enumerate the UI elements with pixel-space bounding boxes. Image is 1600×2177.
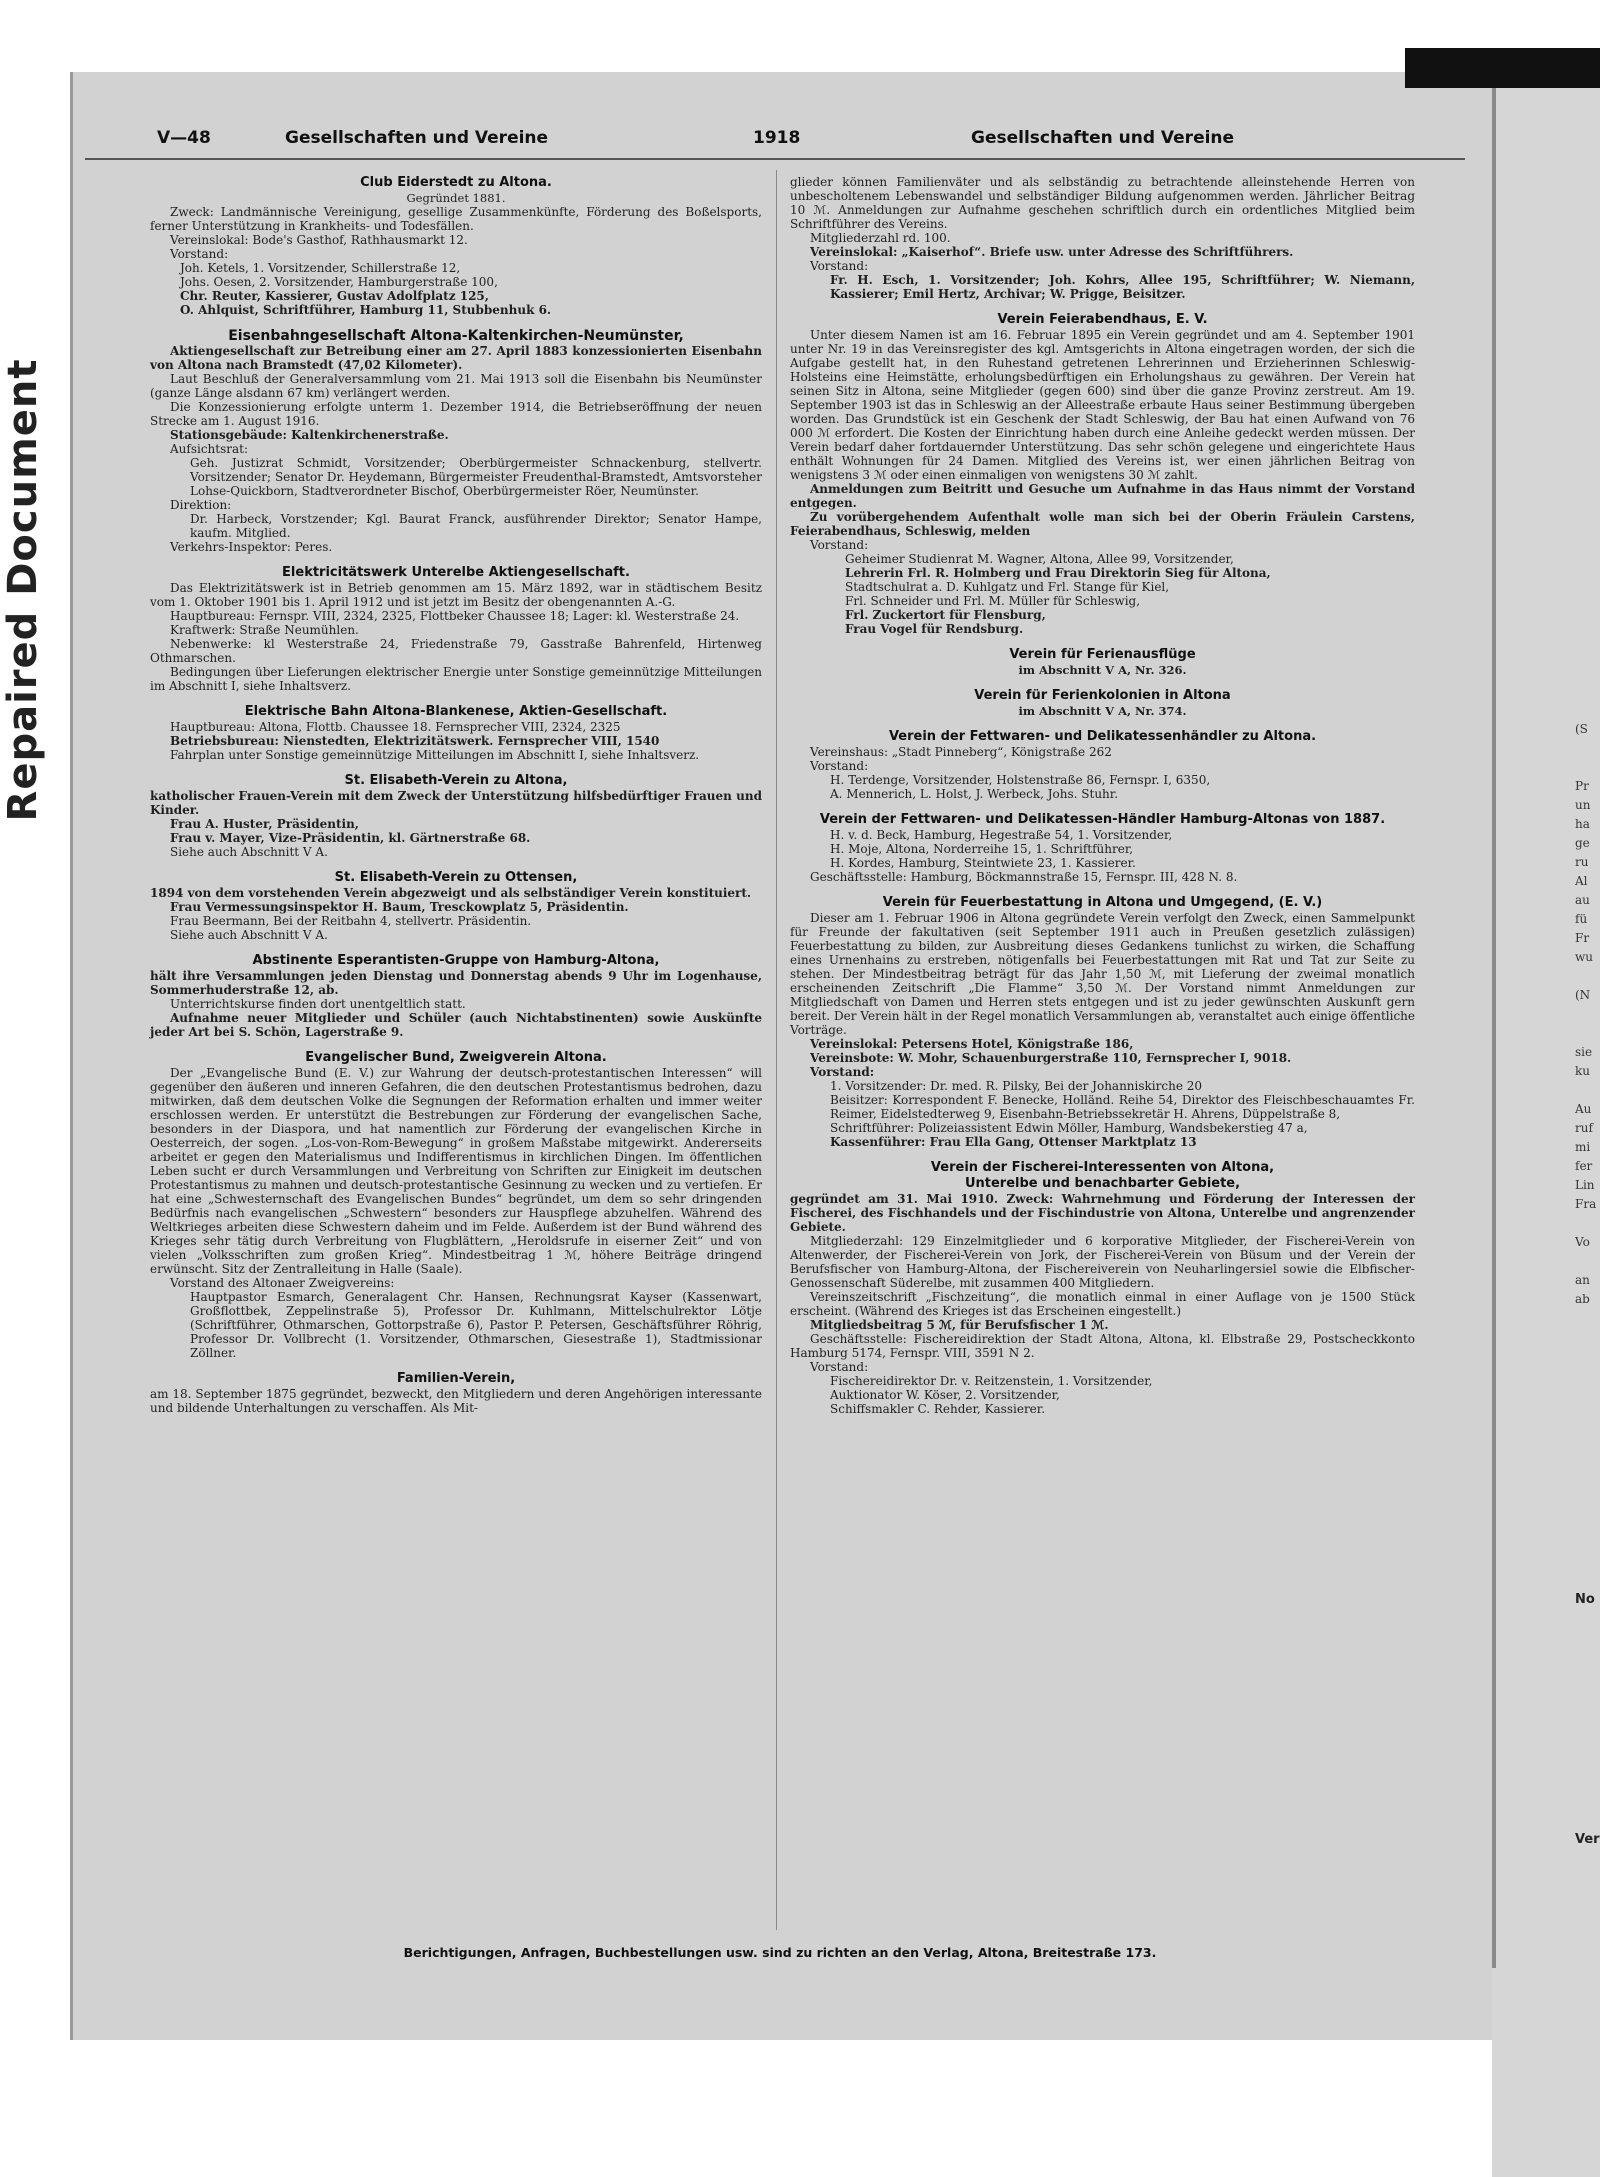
section-title-right: Gesellschaften und Vereine (971, 128, 1235, 148)
entry-title: Verein der Fischerei-Interessenten von Altona, (930, 1160, 1275, 1175)
board-member: Frl. Schneider und Frl. M. Müller für Schleswig, (845, 594, 1141, 608)
paragraph: Vorstand: (170, 247, 229, 261)
paragraph: Hauptbureau: Fernspr. VIII, 2324, 2325, Flottbeker Chaussee 18; Lager: kl. Westerstraße 24. (170, 609, 740, 623)
paragraph: Zweck: Landmännische Vereinigung, gesellige Zusammenkünfte, Förderung des Boßelsports, ferner Unterstützung in Krankheits- und Todesfällen. (150, 205, 762, 233)
board-member: Kassenführer: Frau Ella Gang, Ottenser Marktplatz 13 (830, 1135, 1197, 1149)
board-member: Fr. H. Esch, 1. Vorsitzender; Joh. Kohrs, Allee 195, Schriftführer; W. Niemann, Kassierer; Emil Hertz, Archivar; W. Prigge, Beisitzer. (830, 273, 1415, 301)
paragraph: Vorstand: (810, 259, 869, 273)
paragraph: Vereinshaus: „Stadt Pinneberg“, Königstraße 262 (810, 745, 1112, 759)
paragraph: Bedingungen über Lieferungen elektrischer Energie unter Sonstige gemeinnützige Mitteilungen im Abschnitt I, siehe Inhaltsverz. (150, 665, 762, 693)
paragraph: Aufsichtsrat: (170, 442, 249, 456)
paragraph: Siehe auch Abschnitt V A. (170, 928, 328, 942)
board-member: Stadtschulrat a. D. Kuhlgatz und Frl. Stange für Kiel, (845, 580, 1170, 594)
board-member: Frau Vermessungsinspektor H. Baum, Tresckowplatz 5, Präsidentin. (170, 900, 629, 914)
paragraph: Vereinszeitschrift „Fischzeitung“, die monatlich einmal in einer Auflage von je 1500 Stück erscheint. (Während des Krieges ist das Erscheinen eingestellt.) (790, 1290, 1415, 1318)
cross-reference: im Abschnitt V A, Nr. 374. (1018, 704, 1187, 718)
page-fold-edge (1492, 88, 1496, 1968)
paragraph: Das Elektrizitätswerk ist in Betrieb genommen am 15. März 1892, war in städtischem Besitz vom 1. Oktober 1901 bis 1. April 1912 und ist jetzt im Besitz der obengenannten A.-G. (150, 581, 762, 609)
paragraph: Anmeldungen zum Beitritt und Gesuche um Aufnahme in das Haus nimmt der Vorstand entgegen. (790, 482, 1415, 510)
entry-title: Verein für Feuerbestattung in Altona und Umgegend, (E. V.) (882, 895, 1323, 910)
board-member: Lehrerin Frl. R. Holmberg und Frau Direktorin Sieg für Altona, (845, 566, 1271, 580)
board-member: Frau Beermann, Bei der Reitbahn 4, stellvertr. Präsidentin. (170, 914, 532, 928)
adjacent-page-note: Ver (1575, 1832, 1600, 1847)
column-divider (776, 170, 777, 1930)
paragraph: katholischer Frauen-Verein mit dem Zweck der Unterstützung hilfsbedürftiger Frauen und Kinder. (150, 789, 762, 817)
entry-title: Unterelbe und benachbarter Gebiete, (964, 1176, 1241, 1191)
paragraph: Vereinslokal: Bode's Gasthof, Rathhausmarkt 12. (170, 233, 468, 247)
entry-title: Elektricitätswerk Unterelbe Aktiengesellschaft. (282, 565, 630, 580)
entry-title: Verein der Fettwaren- und Delikatessen-Händler Hamburg-Altonas von 1887. (819, 812, 1386, 827)
paragraph: glieder können Familienväter und als selbständig zu betrachtende alleinstehende Herren von unbescholtenem Lebenswandel und selbständiger Bildung aufgenommen werden. Jährlicher Beitrag 10 ℳ. Anmeldungen zur Aufnahme geschehen schriftlich durch ein ordentliches Mitglied beim Schriftführer des Vereins. (790, 175, 1415, 231)
left-column (150, 175, 762, 1415)
paragraph: Die Konzessionierung erfolgte unterm 1. Dezember 1914, die Betriebseröffnung der neuen Strecke am 1. August 1916. (150, 400, 762, 428)
entry-title: Abstinente Esperantisten-Gruppe von Hamburg-Altona, (252, 953, 660, 968)
board-member: Johs. Oesen, 2. Vorsitzender, Hamburgerstraße 100, (180, 275, 498, 289)
board-member: H. Kordes, Hamburg, Steintwiete 23, 1. Kassierer. (830, 856, 1136, 870)
paragraph: Vereinslokal: Petersens Hotel, Königstraße 186, (810, 1037, 1134, 1051)
founded-line: Gegründet 1881. (406, 191, 506, 205)
paragraph: Stationsgebäude: Kaltenkirchenerstraße. (170, 428, 449, 442)
paragraph: Hauptbureau: Altona, Flottb. Chaussee 18. Fernsprecher VIII, 2324, 2325 (170, 720, 621, 734)
board-member: O. Ahlquist, Schriftführer, Hamburg 11, Stubbenhuk 6. (180, 303, 552, 317)
entry-title: Familien-Verein, (396, 1371, 516, 1386)
paragraph: Vorstand: (810, 1360, 869, 1374)
paragraph: Aktiengesellschaft zur Betreibung einer am 27. April 1883 konzessionierten Eisenbahn von Altona nach Bramstedt (47,02 Kilometer). (150, 344, 762, 372)
paragraph: Nebenwerke: kl Westerstraße 24, Friedenstraße 79, Gasstraße Bahrenfeld, Hirtenweg Othmarschen. (150, 637, 762, 665)
paragraph: Zu vorübergehendem Aufenthalt wolle man sich bei der Oberin Fräulein Carstens, Feierabendhaus, Schleswig, melden (790, 510, 1415, 538)
board-member: Schriftführer: Polizeiassistent Edwin Möller, Hamburg, Wandsbekerstieg 47 a, (830, 1121, 1308, 1135)
repaired-document-stamp: Repaired Document (0, 358, 46, 822)
board-member: Auktionator W. Köser, 2. Vorsitzender, (830, 1388, 1060, 1402)
entry-title: Verein für Ferienkolonien in Altona (974, 688, 1231, 703)
board-member: A. Mennerich, L. Holst, J. Werbeck, Johs. Stuhr. (830, 787, 1119, 801)
entry-title: Eisenbahngesellschaft Altona-Kaltenkirchen-Neumünster, (228, 328, 684, 344)
paragraph: gegründet am 31. Mai 1910. Zweck: Wahrnehmung und Förderung der Interessen der Fischerei, des Fischhandels und der Fischindustrie von Altona, Unterelbe und angrenzender Gebiete. (790, 1192, 1415, 1234)
scan-edge-shadow (1405, 48, 1600, 88)
paragraph: Mitgliederzahl: 129 Einzelmitglieder und 6 korporative Mitglieder, der Fischerei-Verein von Altenwerder, der Fischerei-Verein von Jork, der Fischerei-Verein von Büsum und der Verein der Berufsfischer von Hamburg-Altona, der Fischereiverein von Neuharlingersiel sowie die Elbfischer-Genossenschaft Süderelbe, mit zusammen 400 Mitgliedern. (790, 1234, 1415, 1290)
paragraph: Dieser am 1. Februar 1906 in Altona gegründete Verein verfolgt den Zweck, einen Sammelpunkt für Freunde der fakultativen (seit September 1911 auch in Preußen gesetzlich zulässigen) Feuerbestattung zu bilden, zur Ausbreitung dieses Gedankens tunlichst zu wirken, die Schaffung eines Urnenhains zu erstreben, nötigenfalls bei Feuerbestattungen mit Rat und Tat zur Seite zu stehen. Der Mindestbeitrag beträgt für das Jahr 1,50 ℳ, mit Lieferung der zweimal monatlich erscheinenden Zeitschrift „Die Flamme“ 3,50 ℳ. Der Vorstand nimmt Anmeldungen zur Mitgliedschaft von Damen und Herren stets entgegen und ist zu jeder gewünschten Auskunft gern bereit. Der Verein hält in der Regel monatlich Versammlungen ab, veranstaltet auch einige öffentliche Vorträge. (790, 911, 1415, 1037)
board-member: Chr. Reuter, Kassierer, Gustav Adolfplatz 125, (180, 289, 489, 303)
paragraph: Unterrichtskurse finden dort unentgeltlich statt. (170, 997, 466, 1011)
paragraph: Laut Beschluß der Generalversammlung vom 21. Mai 1913 soll die Eisenbahn bis Neumünster (ganze Länge alsdann 67 km) verlängert werden. (150, 372, 762, 400)
board-member: Beisitzer: Korrespondent F. Benecke, Holländ. Reihe 54, Direktor des Fleischbeschauamtes Fr. Reimer, Eidelstedterweg 9, Eisenbahn-Betriebssekretär H. Ahrens, Düppelstraße 8, (830, 1093, 1415, 1121)
paragraph: Mitgliederzahl rd. 100. (810, 231, 951, 245)
year: 1918 (753, 128, 801, 148)
board-member: H. Terdenge, Vorsitzender, Holstenstraße 86, Fernspr. I, 6350, (830, 773, 1211, 787)
board-member: Frl. Zuckertort für Flensburg, (845, 608, 1046, 622)
board-member: Dr. Harbeck, Vorstzender; Kgl. Baurat Franck, ausführender Direktor; Senator Hampe, kaufm. Mitglied. (190, 512, 762, 540)
board-member: Geheimer Studienrat M. Wagner, Altona, Allee 99, Vorsitzender, (845, 552, 1234, 566)
cross-reference: im Abschnitt V A, Nr. 326. (1018, 663, 1187, 677)
paragraph: Kraftwerk: Straße Neumühlen. (170, 623, 359, 637)
paragraph: Geschäftsstelle: Fischereidirektion der Stadt Altona, Altona, kl. Elbstraße 29, Postscheckkonto Hamburg 5174, Fernspr. VIII, 3591 N 2. (790, 1332, 1415, 1360)
paragraph: Vorstand: (810, 759, 869, 773)
board-member: H. Moje, Altona, Norderreihe 15, 1. Schriftführer, (830, 842, 1134, 856)
section-title-left: Gesellschaften und Vereine (285, 128, 549, 148)
paragraph: Vereinslokal: „Kaiserhof“. Briefe usw. unter Adresse des Schriftführers. (810, 245, 1294, 259)
publisher-footer: Berichtigungen, Anfragen, Buchbestellungen usw. sind zu richten an den Verlag, Altona, Breitestraße 173. (403, 1945, 1157, 1960)
entry-title: Verein für Ferienausflüge (1009, 647, 1196, 662)
paragraph: Betriebsbureau: Nienstedten, Elektrizitätswerk. Fernsprecher VIII, 1540 (170, 734, 660, 748)
board-member: Fischereidirektor Dr. v. Reitzenstein, 1. Vorsitzender, (830, 1374, 1153, 1388)
running-head (85, 128, 1465, 154)
board-member: Joh. Ketels, 1. Vorsitzender, Schillerstraße 12, (180, 261, 461, 275)
entry-title: Verein der Fettwaren- und Delikatessenhändler zu Altona. (888, 729, 1317, 744)
paragraph: Geschäftsstelle: Hamburg, Böckmannstraße 15, Fernspr. III, 428 N. 8. (810, 870, 1238, 884)
board-member: Frau Vogel für Rendsburg. (845, 622, 1024, 636)
paragraph: 1894 von dem vorstehenden Verein abgezweigt und als selbständiger Verein konstituiert. (150, 886, 752, 900)
paragraph: Der „Evangelische Bund (E. V.) zur Wahrung der deutsch-protestantischen Interessen“ will gegenüber den äußeren und inneren Gefahren, die den deutschen Protestantismus bedrohen, dazu mitwirken, daß dem deutschen Volke die Segnungen der Reformation erhalten und immer weiter erschlossen werden. Er unterstützt die Bestrebungen zur Förderung der evangelischen Sache, besonders in der Diaspora, und hat namentlich zur Förderung der evangelischen Kirche in Oesterreich, der sogen. „Los-von-Rom-Bewegung“ in großem Maßstabe mitgewirkt. Andererseits arbeitet er gegen den Materialismus und Indifferentismus in kirchlichen Dingen. Im öffentlichen Leben sucht er durch Versammlungen und Verbreitung von Schriften zur Einigkeit im deutschen Protestantismus zu mahnen und deutsch-protestantische Gesinnung zu wecken und zu vertiefen. Er hat eine „Schwesternschaft des Evangelischen Bundes“ begründet, um dem so sehr dringenden Bedürfnis nach evangelischen „Schwestern“ besonders zur Hauspflege abzuhelfen. Während des Weltkrieges arbeiten diese Schwestern daheim und im Felde. Außerdem ist der Bund während des Krieges sehr tätig durch Verbreitung von Flugblättern, „Heroldsrufe in eiserner Zeit“ und von vielen „Volksschriften zum großen Krieg“. Mindestbeitrag 1 ℳ, höhere Beiträge dringend erwünscht. Sitz der Zentralleitung in Halle (Saale). (150, 1066, 762, 1276)
paragraph: Direktion: (170, 498, 232, 512)
board-member: Geh. Justizrat Schmidt, Vorsitzender; Oberbürgermeister Schnackenburg, stellvertr. Vorsitzender; Senator Dr. Heydemann, Bürgermeister Freudenthal-Bramstedt, Amtsvorsteher Lohse-Quickborn, Stadtverordneter Bischof, Oberbürgermeister Röer, Neumünster. (190, 456, 762, 498)
right-column (790, 175, 1415, 1416)
board-member: H. v. d. Beck, Hamburg, Hegestraße 54, 1. Vorsitzender, (830, 828, 1173, 842)
entry-title: Club Eiderstedt zu Altona. (360, 175, 552, 190)
board-member: Frau v. Mayer, Vize-Präsidentin, kl. Gärtnerstraße 68. (170, 831, 531, 845)
board-member: Schiffsmakler C. Rehder, Kassierer. (830, 1402, 1046, 1416)
board-member: Frau A. Huster, Präsidentin, (170, 817, 359, 831)
header-rule (85, 158, 1465, 160)
paragraph: Vorstand: (810, 1065, 875, 1079)
paragraph: Mitgliedsbeitrag 5 ℳ, für Berufsfischer 1 ℳ. (810, 1318, 1109, 1332)
entry-title: St. Elisabeth-Verein zu Ottensen, (334, 870, 578, 885)
paragraph: Aufnahme neuer Mitglieder und Schüler (auch Nichtabstinenten) sowie Auskünfte jeder Art bei S. Schön, Lagerstraße 9. (150, 1011, 762, 1039)
board-member: Hauptpastor Esmarch, Generalagent Chr. Hansen, Rechnungsrat Kayser (Kassenwart, Großflottbek, Zeppelinstraße 5), Professor Dr. Kuhlmann, Mittelschulrektor Lötje (Schriftführer, Othmarschen, Gottorpstraße 6), Pastor P. Petersen, Geschäftsführer Röhrig, Professor Dr. Vollbrecht (1. Vorsitzender, Othmarschen, Giesestraße 1), Stadtmissionar Zöllner. (190, 1290, 762, 1360)
paragraph: Fahrplan unter Sonstige gemeinnützige Mitteilungen im Abschnitt I, siehe Inhaltsverz. (170, 748, 700, 762)
paragraph: hält ihre Versammlungen jeden Dienstag und Donnerstag abends 9 Uhr im Logenhause, Sommerhuderstraße 12, ab. (150, 969, 762, 997)
entry-title: St. Elisabeth-Verein zu Altona, (344, 773, 568, 788)
adjacent-page-note: No (1575, 1592, 1595, 1607)
page-number: V—48 (157, 128, 211, 148)
adjacent-page-fragments: (S Pr un ha ge ru Al au fü Fr wu (N sie ku Au ruf mi fer Lin Fra Vo an ab (1575, 722, 1597, 1306)
paragraph: Vorstand des Altonaer Zweigvereins: (170, 1276, 395, 1290)
paragraph: Vorstand: (810, 538, 869, 552)
entry-title: Elektrische Bahn Altona-Blankenese, Aktien-Gesellschaft. (244, 704, 668, 719)
board-member: 1. Vorsitzender: Dr. med. R. Pilsky, Bei der Johanniskirche 20 (830, 1079, 1203, 1093)
entry-title: Evangelischer Bund, Zweigverein Altona. (305, 1050, 607, 1065)
entry-title: Verein Feierabendhaus, E. V. (997, 312, 1208, 327)
paragraph: Unter diesem Namen ist am 16. Februar 1895 ein Verein gegründet und am 4. September 1901 unter Nr. 19 in das Vereinsregister des kgl. Amtsgerichts in Altona eingetragen worden, der sich die Aufgabe gestellt hat, in den Ruhestand getretenen Lehrerinnen und Erzieherinnen Schleswig-Holsteins eine Heimstätte, erholungsbedürftigen ein Erholungshaus zu gewähren. Der Verein hat seinen Sitz in Altona, seine Mitglieder (gegen 600) sind über die ganze Provinz zerstreut. Am 19. September 1903 ist das in Schleswig an der Alleestraße erbaute Haus seiner Bestimmung übergeben worden. Das Grundstück ist ein Geschenk der Stadt Schleswig, der Bau hat einen Aufwand von 76 000 ℳ erfordert. Die Kosten der Einrichtung haben durch eine Anleihe gedeckt werden müssen. Der Verein bedarf daher fortdauernder Unterstützung. Das sehr schön gelegene und eingerichtete Haus enthält Wohnungen für 24 Damen. Mitglied des Vereins ist, wer einen jährlichen Beitrag von wenigstens 3 ℳ oder einen einmaligen von wenigstens 30 ℳ zahlt. (790, 328, 1415, 482)
paragraph: Verkehrs-Inspektor: Peres. (170, 540, 333, 554)
paragraph: Siehe auch Abschnitt V A. (170, 845, 328, 859)
paragraph: am 18. September 1875 gegründet, bezweckt, den Mitgliedern und deren Angehörigen interessante und bildende Unterhaltungen zu verschaffen. Als Mit- (150, 1387, 762, 1415)
paragraph: Vereinsbote: W. Mohr, Schauenburgerstraße 110, Fernsprecher I, 9018. (810, 1051, 1292, 1065)
